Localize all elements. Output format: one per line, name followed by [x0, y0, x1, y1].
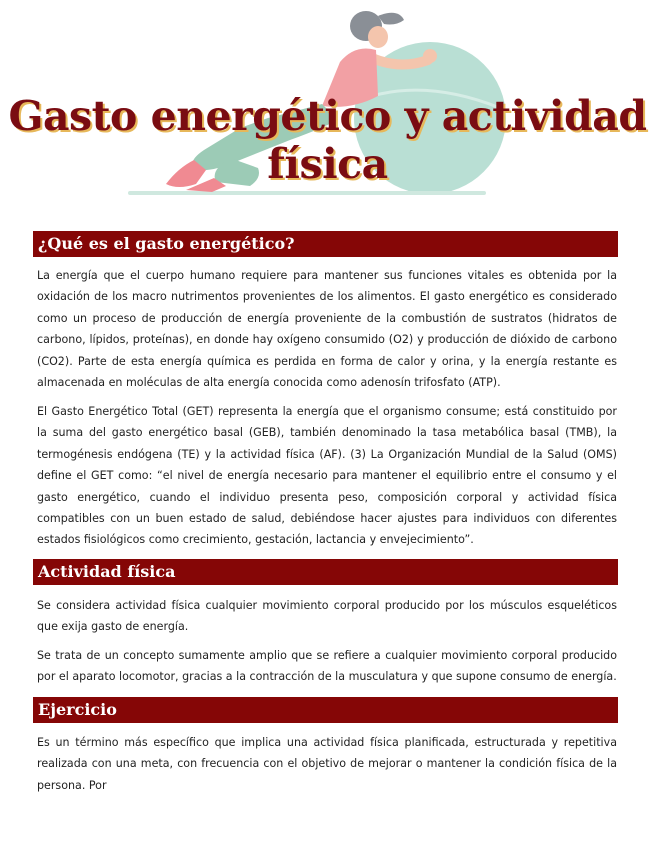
section-heading-ejercicio: Ejercicio	[33, 697, 618, 723]
section-heading-actividad-fisica: Actividad física	[33, 559, 618, 585]
header-illustration	[0, 0, 655, 215]
section-heading-gasto-energetico: ¿Qué es el gasto energético?	[33, 231, 618, 257]
paragraph-actividad-fisica-2: Se trata de un concepto sumamente amplio que se refiere a cualquier movimiento corporal producido por el aparato locomotor, gracias a la contracción de la musculatura y que supone consumo de energía.	[37, 649, 617, 684]
paragraph-actividad-fisica-1: Se considera actividad física cualquier movimiento corporal producido por los músculos esqueléticos que exija gasto de energía.	[37, 599, 617, 634]
paragraph-gasto-energetico-2: El Gasto Energético Total (GET) representa la energía que el organismo consume; está constituido por la suma del gasto energético basal (GEB), también denominado la tasa metabólica basal (TMB), la termogénesis endógena (TE) y la actividad física (AF). (3) La Organización Mundial de la Salud (OMS) define el GET como: “el nivel de energía necesario para mantener el equilibrio entre el consumo y el gasto energético, cuando el individuo presenta peso, composición corporal y actividad física compatibles con un buen estado de salud, debiéndose hacer ajustes para individuos con diferentes estados fisiológicos como crecimiento, gestación, lactancia y envejecimiento”.	[37, 405, 617, 547]
paragraph-ejercicio-1: Es un término más específico que implica una actividad física planificada, estructurada y repetitiva realizada con una meta, con frecuencia con el objetivo de mejorar o mantener la condición física de la persona. Por	[37, 736, 617, 792]
page-title: Gasto energético y actividad física	[8, 92, 647, 188]
paragraph-gasto-energetico-1: La energía que el cuerpo humano requiere para mantener sus funciones vitales es obtenida por la oxidación de los macro nutrimentos provenientes de los alimentos. El gasto energético es considerado como un proceso de producción de energía proveniente de la combustión de sustratos (hidratos de carbono, lípidos, proteínas), en donde hay oxígeno consumido (O2) y producción de dióxido de carbono (CO2). Parte de esta energía química es perdida en forma de calor y orina, y la energía restante es almacenada en moléculas de alta energía conocida como adenosín trifosfato (ATP).	[37, 269, 617, 390]
